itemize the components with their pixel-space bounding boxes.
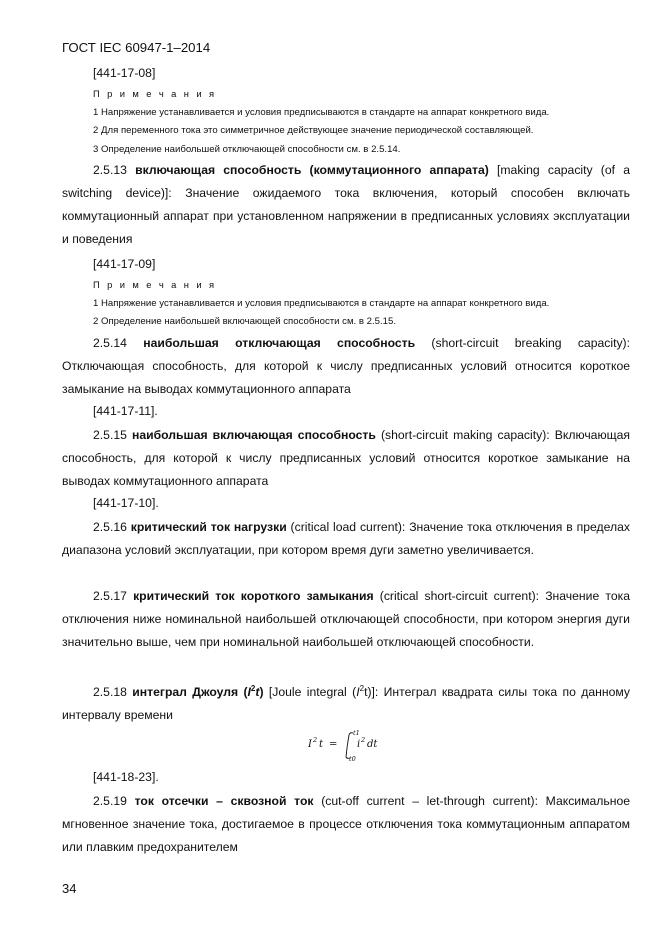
clause-2-5-15 [62,424,630,493]
clause-term: наибольшая включающая способность [132,428,376,442]
clause-text: (short-circuit breaking capacity): Отключающая способность, для которой к числу предписанных условий относится короткое замыкание на выводах коммутационного аппарата [62,336,630,396]
clause-number: 2.5.19 [93,794,135,808]
notes-heading: П р и м е ч а н и я [93,279,217,290]
svg-text:t: t [319,739,324,750]
notes-heading: П р и м е ч а н и я [93,88,217,99]
svg-text:2: 2 [313,736,318,744]
clause-term: критический ток короткого замыкания [133,589,374,603]
reference-441-17-11: [441-17-11]. [93,404,158,418]
clause-text: (cut-off current – let-through current): Максимальное мгновенное значение тока, достигаемое в процессе отключения тока коммутационным аппаратом или плавким предохранителем [62,794,631,854]
clause-2-5-14 [62,332,630,401]
note-item: 3 Определение наибольшей отключающей способности см. в 2.5.14. [93,144,401,155]
clause-number: 2.5.13 [93,163,136,177]
svg-text:i: i [357,739,361,750]
svg-text:dt: dt [367,739,378,750]
clause-number: 2.5.18 [93,685,133,700]
svg-text:2: 2 [361,736,366,744]
clause-number: 2.5.16 [93,520,131,534]
clause-term: включающая способность (коммутационного аппарата) [135,163,489,177]
clause-text: [making capacity (of a switching device)]: Значение ожидаемого тока включения, который способен включать коммутационный аппарат при установленном напряжении в предписанных условиях эксплуатации и поведения [62,163,630,246]
clause-text: (critical short-circuit current): Значение тока отключения ниже номинальной наибольшей отключающей способности, при котором энергия дуги значительно выше, чем при номинальной наибольшей отключающей способности. [62,589,631,649]
clause-text: (critical load current): Значение тока отключения в пределах диапазона условий эксплуатации, при котором время дуги заметно увеличивается. [62,520,630,557]
clause-2-5-16 [62,516,630,562]
note-item: 2 Для переменного тока это симметричное действующее значение периодической составляющей. [93,125,534,136]
reference-441-17-10: [441-17-10]. [93,496,159,510]
reference-441-17-08: [441-17-08] [93,66,156,80]
reference-441-17-09: [441-17-09] [93,257,156,271]
document-header: ГОСТ IEC 60947-1–2014 [62,40,211,55]
svg-text:=: = [329,739,338,750]
page-number: 34 [62,881,77,896]
clause-2-5-17 [62,585,630,654]
svg-text:t1: t1 [353,729,360,737]
clause-term: ток отсечки – сквозной ток [134,794,314,808]
clause-term: наибольшая отключающая способность [143,336,416,350]
joule-integral-formula [308,729,388,763]
clause-2-5-13 [62,159,630,251]
clause-2-5-18 [62,677,630,727]
clause-term: интеграл Джоуля $(I^2t)$ [132,684,264,700]
clause-2-5-19 [62,790,630,859]
reference-441-18-23: [441-18-23]. [93,770,159,784]
clause-text: (short-circuit making capacity): Включающая способность, для которой к числу предписанных условий относится короткое замыкание на выводах коммутационного аппарата [62,428,630,488]
clause-text: [Joule integral $(I^2t)$]: Интеграл квадрата силы тока по данному интервалу времени [62,684,630,723]
note-item: 2 Определение наибольшей включающей способности см. в 2.5.15. [93,316,396,327]
svg-text:t0: t0 [349,755,356,763]
clause-term: критический ток нагрузки [130,520,287,534]
note-item: 1 Напряжение устанавливается и условия предписываются в стандарте на аппарат конкретного вида. [93,298,550,309]
clause-number: 2.5.14 [93,336,144,350]
svg-text:I: I [308,739,312,750]
clause-number: 2.5.17 [93,589,134,603]
note-item: 1 Напряжение устанавливается и условия предписываются в стандарте на аппарат конкретного вида. [93,107,550,118]
clause-number: 2.5.15 [93,428,132,442]
